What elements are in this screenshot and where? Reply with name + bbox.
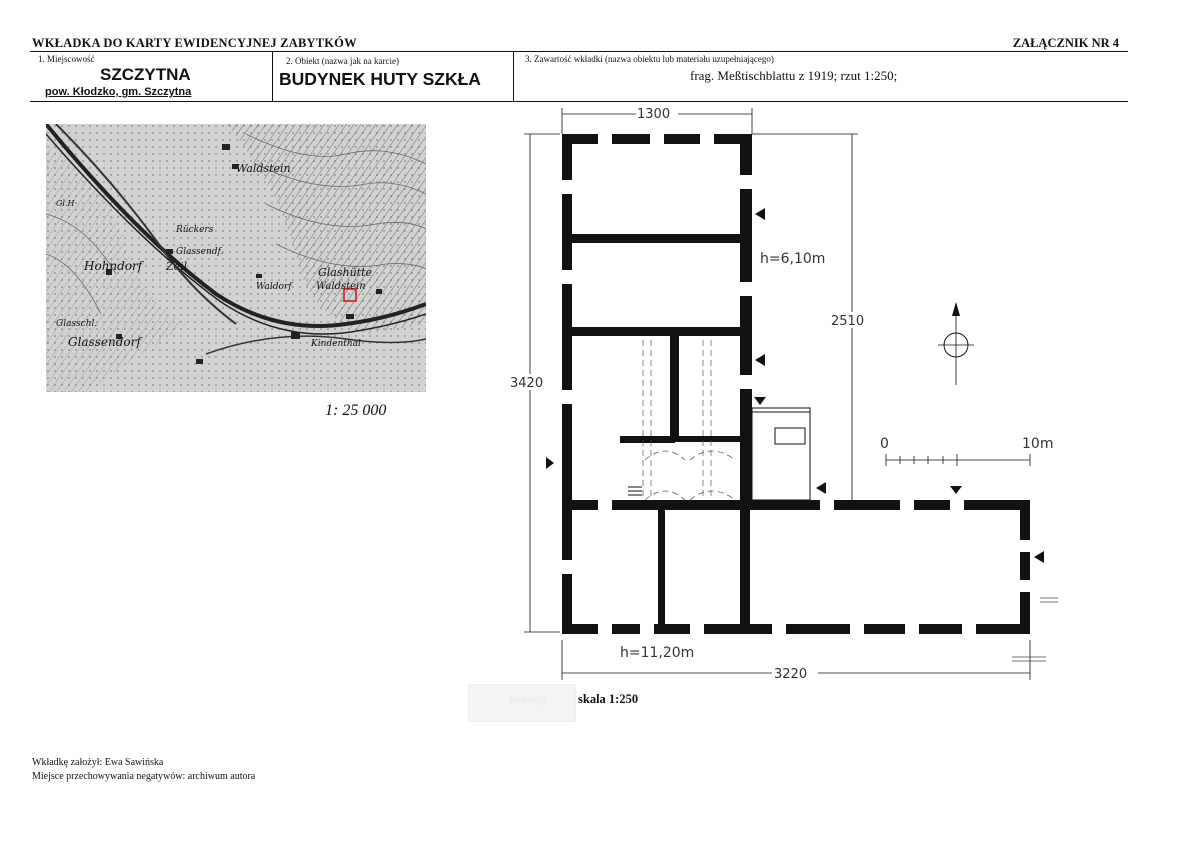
map-drawing: [46, 124, 426, 392]
annex-structure: [628, 408, 810, 500]
content-value: frag. Meßtischblattu z 1919; rzut 1:250;: [690, 68, 898, 83]
field-divider-2: [513, 51, 514, 102]
walls: [562, 134, 1030, 634]
storage-note: Miejsce przechowywania negatywów: archiwum autora: [32, 771, 256, 782]
map-label-2: Glashütte: [318, 266, 373, 279]
scalebar-zero: 0: [880, 436, 889, 452]
map-label-11: Kindenthal: [311, 339, 361, 349]
hidden-lines: [643, 340, 735, 500]
annex-number: ZAŁĄCZNIK NR 4: [1012, 36, 1119, 50]
map-label-10: Zeil: [166, 260, 188, 273]
map-label-6: Waldorf: [256, 282, 292, 292]
plan-scale-caption: skala 1:250: [578, 692, 639, 706]
dimension-lines: [524, 108, 1030, 680]
topographic-map: [46, 124, 426, 392]
dim-right: 2510: [831, 314, 865, 329]
dim-bottom: 3220: [774, 667, 808, 682]
map-label-9: Hohndorf: [84, 259, 143, 273]
map-scale: 1: 25 000: [325, 402, 387, 419]
author-note: Wkładkę założył: Ewa Sawińska: [32, 757, 164, 768]
header-rule-top: [30, 51, 1128, 52]
object-label: 2. Obiekt (nazwa jak na karcie): [286, 56, 399, 66]
map-label-4: Glassendorf: [68, 335, 141, 349]
stamp-text: Redakcja: [509, 695, 547, 706]
location-label: 1. Miejscowość: [38, 54, 95, 64]
location-value: SZCZYTNA: [100, 65, 191, 84]
floor-plan: [500, 100, 1070, 690]
map-label-12: Gl.H: [56, 199, 75, 208]
document-title: WKŁADKA DO KARTY EWIDENCYJNEJ ZABYTKÓW: [32, 36, 357, 50]
location-sub: pow. Kłodzko, gm. Szczytna: [45, 86, 192, 98]
map-label-7: Rückers: [176, 225, 214, 235]
redaction-stamp: [468, 684, 576, 722]
scale-bar: [886, 454, 1030, 466]
map-label-3: Waldstein: [316, 281, 366, 292]
north-arrow: [938, 302, 974, 385]
scalebar-ten: 10m: [1022, 436, 1054, 452]
field-divider-1: [272, 51, 273, 102]
content-label: 3. Zawartość wkładki (nazwa obiektu lub materiału uzupełniającego): [525, 54, 774, 64]
dim-top: 1300: [637, 107, 671, 122]
map-label-8: Glassendf.: [176, 247, 224, 257]
height-lower: h=11,20m: [620, 645, 695, 661]
object-value: BUDYNEK HUTY SZKŁA: [279, 69, 481, 89]
dim-left: 3420: [510, 376, 544, 391]
height-upper: h=6,10m: [760, 251, 826, 267]
map-label-1: Waldstein: [236, 162, 291, 175]
window-openings: [562, 134, 1030, 634]
map-label-5: Glasschl.: [56, 319, 98, 329]
